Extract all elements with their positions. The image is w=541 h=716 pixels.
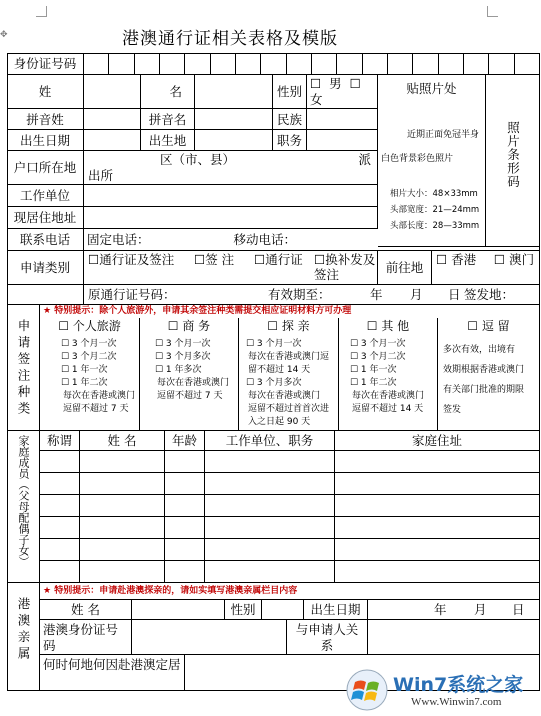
pinyin-given-label: 拼音名	[141, 109, 195, 130]
endorse-line: 逗留不超过首首次进	[248, 404, 330, 414]
destination-options[interactable]	[432, 251, 540, 285]
family-side-text: 家庭成员︵父母配偶子女︶	[17, 435, 30, 567]
family-cell[interactable]	[205, 517, 335, 539]
id-digit-box[interactable]	[211, 53, 236, 75]
endorse-line[interactable]: ☐ 1 年二次	[61, 378, 108, 388]
family-cell[interactable]	[335, 517, 540, 539]
endorse-tip: ★ 特别提示：除个人旅游外，申请其余签注种类需提交相应证明材料方可办理	[40, 305, 540, 318]
issue-place-label: 签发地：	[464, 287, 515, 302]
endorse-line[interactable]: ☐ 3 个月一次	[61, 339, 117, 349]
valid-year: 年	[370, 287, 383, 302]
birth-place-value[interactable]	[195, 130, 273, 151]
family-cell[interactable]	[40, 451, 80, 473]
phone-value[interactable]	[84, 229, 540, 251]
photo-head-width: 头部宽度：21—24mm	[390, 205, 480, 215]
id-digit-box[interactable]	[84, 53, 109, 75]
endorse-col-visit[interactable]	[239, 318, 339, 431]
family-cell[interactable]	[165, 451, 205, 473]
category-opt-endorse[interactable]: ☐签 注	[194, 252, 235, 267]
rel-year: 年	[434, 602, 447, 617]
visit-options[interactable]	[246, 338, 335, 429]
type-other[interactable]: ☐ 其 他	[366, 319, 410, 333]
family-cell[interactable]	[40, 561, 80, 583]
photo-label: 贴照片处	[406, 81, 457, 96]
endorse-line[interactable]: ☐ 3 个月一次	[155, 339, 211, 349]
id-number-label: 身份证号码	[7, 53, 84, 75]
endorse-line: 每次在香港或澳门	[248, 391, 321, 401]
endorse-line: 入之日起 90 天	[248, 417, 311, 427]
pinyin-surname-value[interactable]	[84, 109, 141, 130]
surname-label: 姓	[7, 75, 84, 109]
family-cell[interactable]	[165, 517, 205, 539]
id-digit-box[interactable]	[337, 53, 362, 75]
family-cell[interactable]	[335, 561, 540, 583]
photo-area	[378, 75, 486, 247]
family-header: 家庭住址	[335, 431, 540, 451]
endorse-side-label	[7, 305, 40, 431]
district-text: 区（市、县）	[160, 152, 236, 167]
pinyin-surname-label: 拼音姓	[7, 109, 84, 130]
family-cell[interactable]	[80, 451, 165, 473]
phone-label: 联系电话	[7, 229, 84, 251]
endorse-col-other[interactable]	[339, 318, 438, 431]
endorse-line[interactable]: ☐ 1 年二次	[350, 378, 397, 388]
work-unit-value[interactable]	[84, 185, 378, 207]
id-digit-box[interactable]	[489, 53, 514, 75]
relatives-tip: ★ 特别提示：申请赴港澳探亲的，请如实填写港澳亲属栏目内容	[40, 583, 540, 600]
address-label: 现居住地址	[7, 207, 84, 229]
endorse-line: 每次在香港或澳门逗	[248, 352, 330, 362]
station-text-1: 派	[358, 152, 371, 167]
endorse-line: 留不超过 14 天	[248, 365, 311, 375]
type-stay[interactable]: ☐ 逗 留	[467, 319, 510, 333]
ethnicity-label: 民族	[273, 109, 307, 130]
family-cell[interactable]	[80, 561, 165, 583]
family-header: 姓 名	[80, 431, 165, 451]
rel-birth-value[interactable]	[368, 600, 540, 620]
rel-sex-value[interactable]	[262, 600, 304, 620]
endorse-line[interactable]: ☐ 1 年一次	[61, 365, 108, 375]
household-label: 户口所在地	[7, 151, 84, 185]
family-cell[interactable]	[40, 539, 80, 561]
endorse-line: 逗留不超过 7 天	[63, 404, 129, 414]
id-digit-box[interactable]	[236, 53, 261, 75]
category-opt-permit[interactable]: ☐通行证	[254, 252, 303, 267]
surname-value[interactable]	[84, 75, 141, 109]
id-digit-box[interactable]	[287, 53, 312, 75]
valid-until-label: 有效期至：	[268, 287, 331, 302]
ethnicity-value[interactable]	[307, 109, 378, 130]
endorse-side-text: 申请签注种类	[16, 319, 31, 418]
photo-head-length: 头部长度：28—33mm	[390, 221, 480, 231]
family-cell[interactable]	[205, 473, 335, 495]
original-permit-row[interactable]	[84, 285, 540, 305]
id-digit-box[interactable]	[464, 53, 489, 75]
pinyin-given-value[interactable]	[195, 109, 273, 130]
family-cell[interactable]	[205, 451, 335, 473]
relatives-side-label	[7, 583, 40, 691]
valid-month: 月	[410, 287, 423, 302]
dest-mo[interactable]: ☐ 澳门	[493, 252, 535, 267]
endorse-line: 有关部门批准的期限	[443, 385, 525, 395]
endorse-col-tour[interactable]	[40, 318, 140, 431]
family-cell[interactable]	[80, 517, 165, 539]
windows-logo-icon	[345, 668, 389, 712]
type-tour[interactable]: ☐ 个人旅游	[58, 319, 121, 333]
station-text-2: 出所	[88, 168, 114, 183]
family-cell[interactable]	[205, 561, 335, 583]
site-watermark	[345, 666, 541, 716]
family-cell[interactable]	[165, 473, 205, 495]
id-digit-box[interactable]	[439, 53, 464, 75]
other-options[interactable]	[350, 338, 434, 416]
endorse-line[interactable]: ☐ 3 个月多次	[155, 352, 211, 362]
family-cell[interactable]	[80, 539, 165, 561]
type-business[interactable]: ☐ 商 务	[167, 319, 211, 333]
destination-label: 前往地	[378, 251, 432, 285]
endorse-line[interactable]: ☐ 3 个月一次	[350, 339, 406, 349]
type-visit[interactable]: ☐ 探 亲	[267, 319, 310, 333]
crop-mark-left	[36, 6, 47, 17]
crop-mark-right	[487, 6, 498, 17]
page-title: 港澳通行证相关表格及模版	[122, 29, 338, 49]
sex-label: 性别	[273, 75, 307, 109]
family-cell[interactable]	[335, 473, 540, 495]
birth-place-label: 出生地	[141, 130, 195, 151]
endorse-line: 多次有效，出境有	[443, 345, 516, 355]
address-value[interactable]	[84, 207, 378, 229]
rel-day: 日	[512, 602, 525, 617]
rel-month: 月	[474, 602, 487, 617]
rel-sex-label: 性别	[225, 600, 262, 620]
given-name-label: 名	[141, 75, 195, 109]
endorse-line: 每次在香港或澳门	[157, 378, 230, 388]
rel-hkid-label: 港澳身份证号码	[40, 620, 132, 655]
id-digit-box[interactable]	[135, 53, 160, 75]
rel-relation-value[interactable]	[368, 620, 540, 655]
family-cell[interactable]	[40, 517, 80, 539]
watermark-url: Www.Winwin7.com	[411, 696, 502, 708]
endorse-line[interactable]: ☐ 1 年多次	[155, 365, 202, 375]
family-cell[interactable]	[335, 451, 540, 473]
id-digit-box[interactable]	[261, 53, 286, 75]
rel-name-label: 姓 名	[40, 600, 132, 620]
family-cell[interactable]	[40, 495, 80, 517]
endorse-line[interactable]: ☐ 3 个月二次	[350, 352, 406, 362]
photo-barcode	[486, 75, 540, 247]
landline-label: 固定电话：	[87, 232, 150, 247]
photo-white: 白色背景彩色照片	[381, 154, 454, 164]
family-cell[interactable]	[205, 539, 335, 561]
endorse-col-business[interactable]	[140, 318, 239, 431]
household-value[interactable]	[84, 151, 378, 185]
id-digit-box[interactable]	[185, 53, 210, 75]
rel-relation-label: 与申请人关系	[287, 620, 368, 655]
family-header: 工作单位、职务	[205, 431, 335, 451]
endorse-line: 每次在香港或澳门	[352, 391, 425, 401]
family-header: 称谓	[40, 431, 80, 451]
relatives-side-text: 港澳亲属	[16, 597, 31, 663]
watermark-brand: Win7系统之家	[393, 674, 524, 696]
category-label: 申请类别	[7, 251, 84, 285]
endorse-line[interactable]: ☐ 1 年一次	[350, 365, 397, 375]
rel-birth-label: 出生日期	[304, 600, 368, 620]
dest-hk[interactable]: ☐ 香港	[436, 252, 477, 267]
family-cell[interactable]	[165, 561, 205, 583]
endorse-line[interactable]: ☐ 3 个月一次	[246, 339, 302, 349]
given-name-value[interactable]	[195, 75, 273, 109]
occupation-label: 职务	[273, 130, 307, 151]
id-digit-box[interactable]	[109, 53, 134, 75]
occupation-value[interactable]	[307, 130, 378, 151]
endorse-line: 效期根据香港或澳门	[443, 365, 525, 375]
rel-hkid-value[interactable]	[132, 620, 287, 655]
work-unit-label: 工作单位	[7, 185, 84, 207]
endorse-line: 逗留不超过 14 天	[352, 404, 424, 414]
orig-permit-label: 原通行证号码：	[88, 287, 176, 302]
id-digit-box[interactable]	[413, 53, 438, 75]
id-digit-box[interactable]	[515, 53, 540, 75]
photo-recent: 近期正面免冠半身	[407, 130, 480, 140]
endorse-line: 逗留不超过 7 天	[157, 391, 223, 401]
rel-when-label: 何时何地何因赴港澳定居	[40, 655, 185, 691]
id-digit-box[interactable]	[160, 53, 185, 75]
id-digit-box[interactable]	[388, 53, 413, 75]
anchor-icon: ✥	[0, 30, 8, 40]
family-cell[interactable]	[335, 539, 540, 561]
business-options[interactable]	[155, 338, 235, 403]
category-opt-replace[interactable]: ☐换补发及签注	[314, 252, 376, 282]
endorse-line: 签发	[443, 405, 462, 415]
blank-row10-left	[7, 285, 84, 305]
family-cell[interactable]	[335, 495, 540, 517]
family-header: 年龄	[165, 431, 205, 451]
id-digit-box[interactable]	[363, 53, 388, 75]
endorse-line[interactable]: ☐ 3 个月二次	[61, 352, 117, 362]
photo-barcode-label: 照片条形码	[505, 121, 521, 189]
family-cell[interactable]	[165, 495, 205, 517]
family-cell[interactable]	[165, 539, 205, 561]
rel-name-value[interactable]	[132, 600, 225, 620]
family-cell[interactable]	[205, 495, 335, 517]
tour-options[interactable]	[61, 338, 136, 416]
stay-notes	[443, 340, 536, 420]
endorse-line: 每次在香港或澳门	[63, 391, 136, 401]
sex-options[interactable]: ☐ 男 ☐ 女	[307, 75, 378, 109]
id-digit-box[interactable]	[312, 53, 337, 75]
category-options[interactable]	[84, 251, 378, 285]
endorse-line[interactable]: ☐ 3 个月多次	[246, 378, 302, 388]
endorse-col-stay[interactable]	[438, 318, 540, 431]
family-cell[interactable]	[40, 473, 80, 495]
birth-date-label: 出生日期	[7, 130, 84, 151]
category-opt-permit-endorse[interactable]: ☐通行证及签注	[88, 252, 175, 267]
family-cell[interactable]	[80, 473, 165, 495]
photo-size: 相片大小：48×33mm	[390, 189, 478, 199]
birth-date-value[interactable]	[84, 130, 141, 151]
family-side-label	[7, 431, 40, 583]
family-cell[interactable]	[80, 495, 165, 517]
mobile-label: 移动电话：	[233, 232, 297, 247]
valid-day: 日	[448, 287, 461, 302]
